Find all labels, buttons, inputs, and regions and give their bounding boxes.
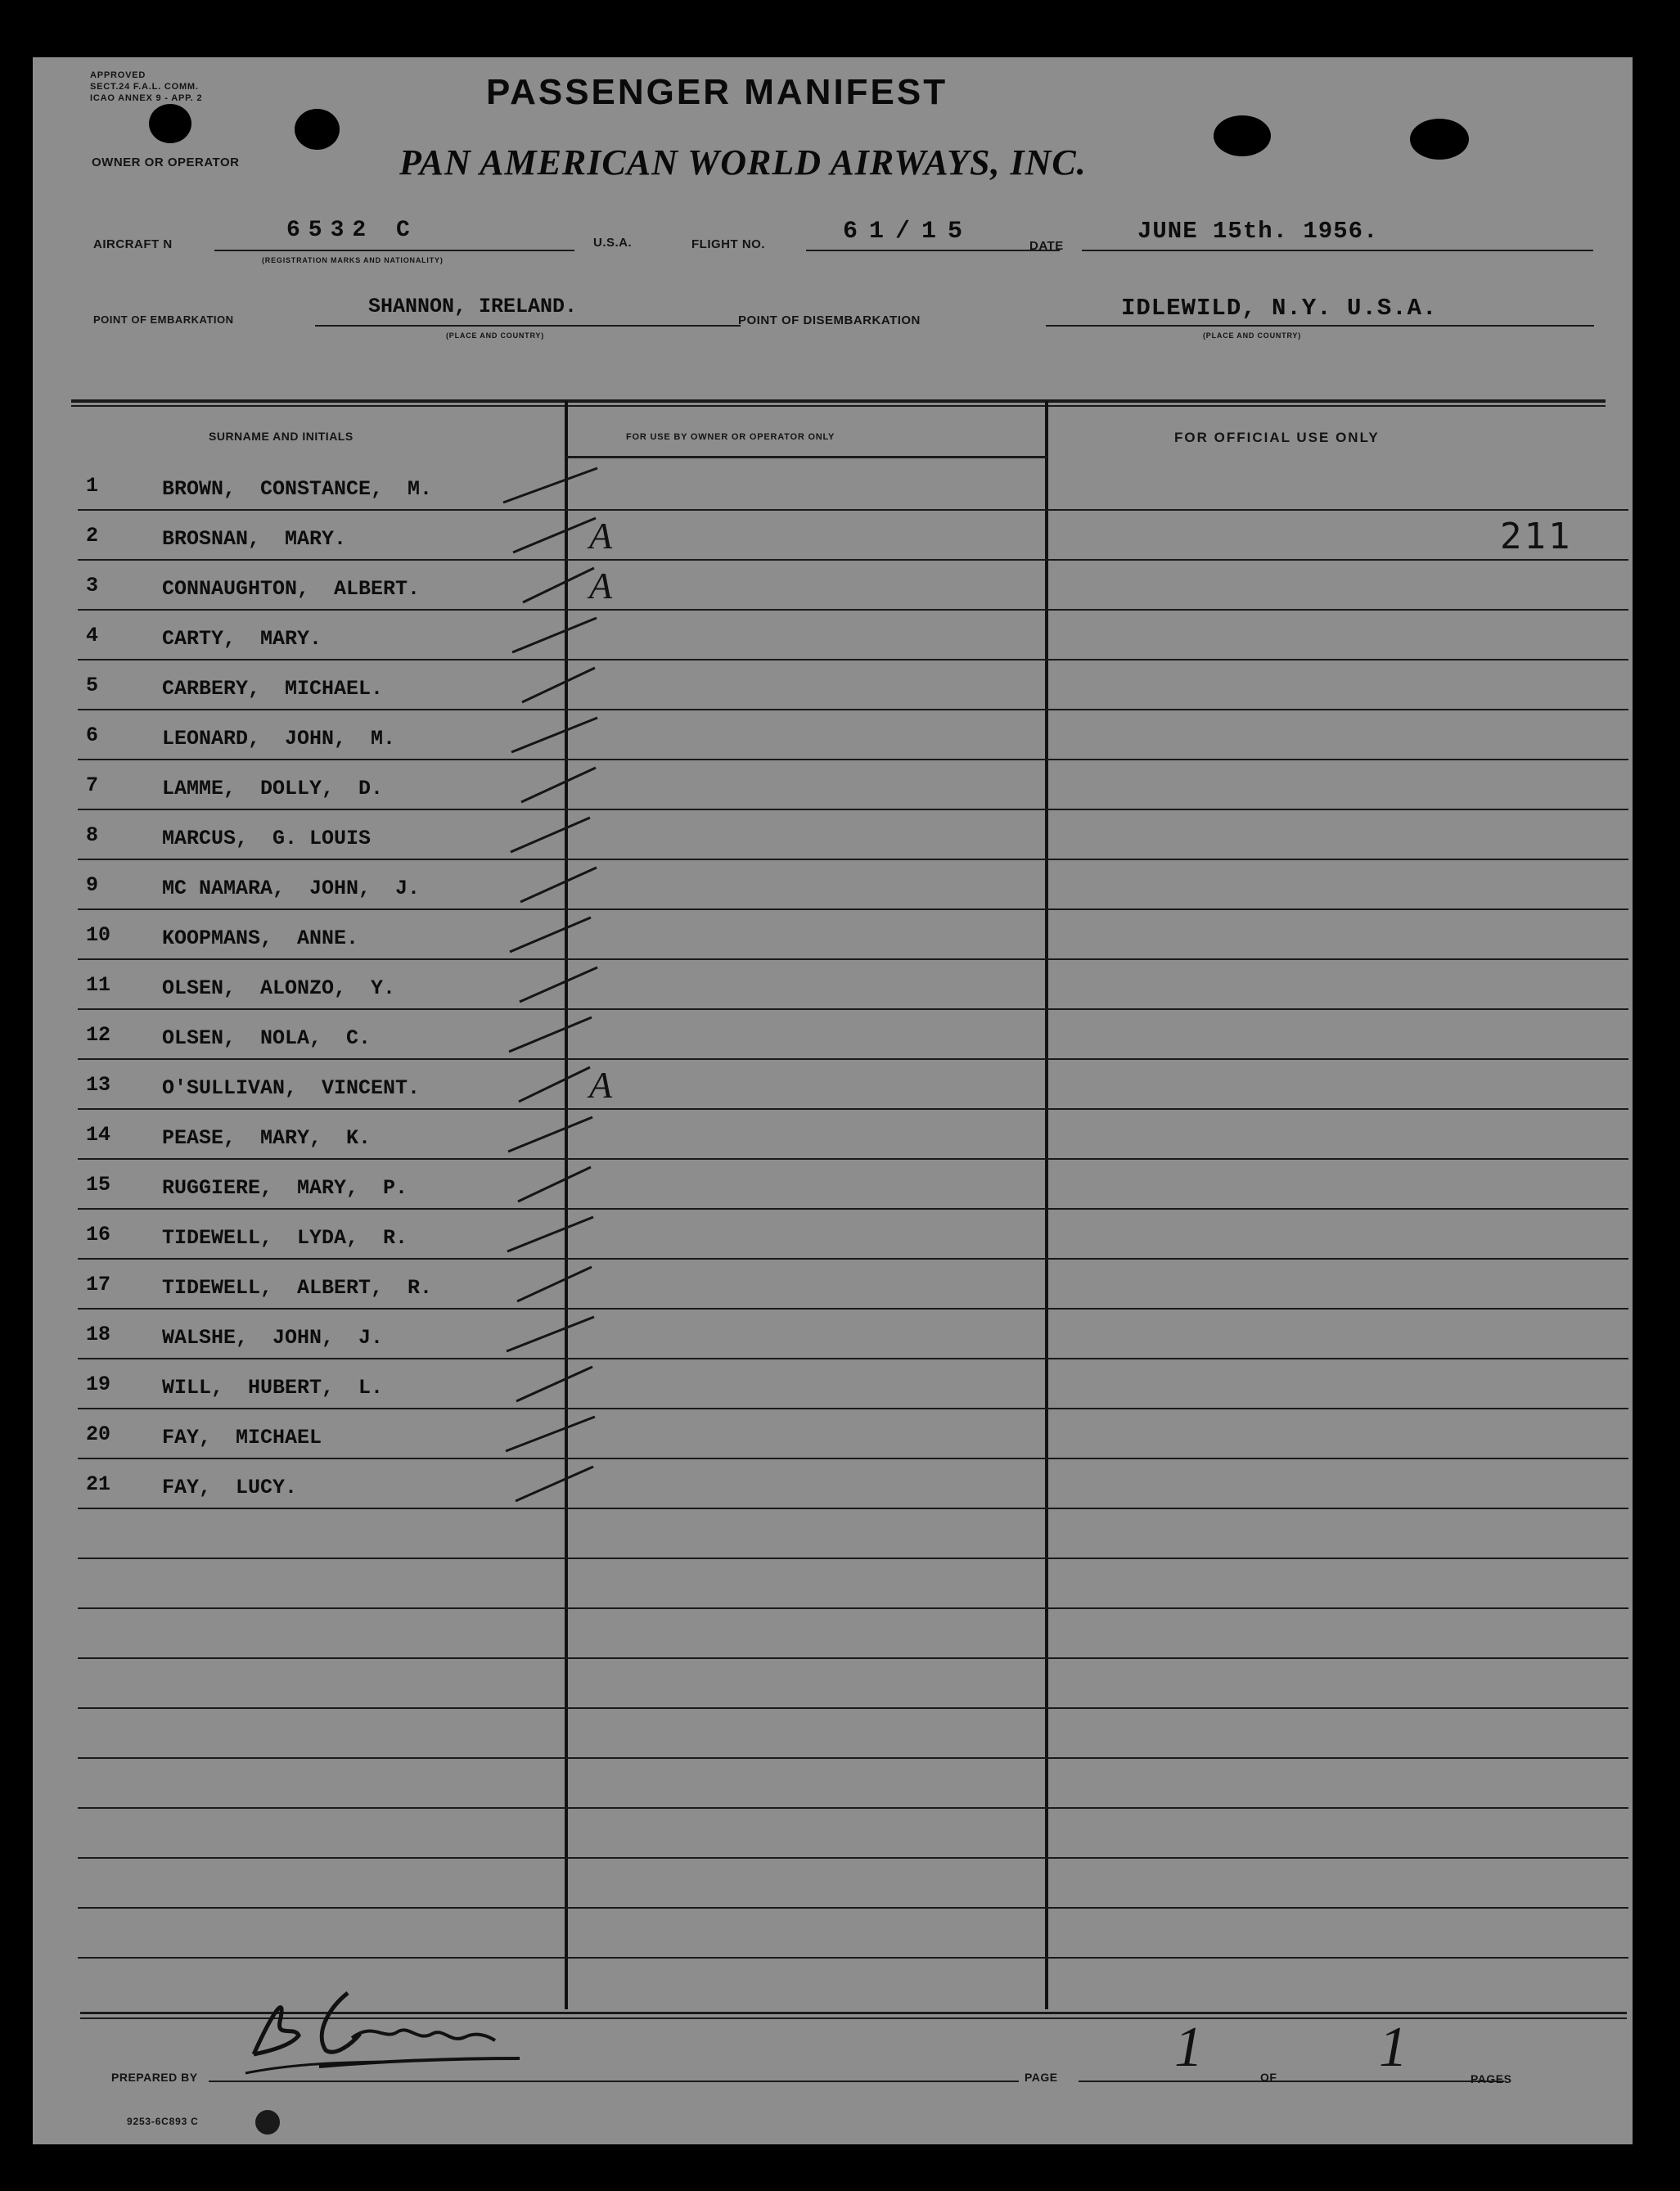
total-pages: 1 — [1379, 2016, 1408, 2079]
check-mark — [499, 452, 622, 509]
table-row — [33, 1363, 1588, 1412]
row-number: 1 — [86, 474, 99, 498]
table-row — [33, 814, 1588, 863]
row-number: 7 — [86, 773, 99, 797]
table-row — [33, 1313, 1588, 1362]
table-row — [33, 863, 1588, 913]
page-number: 1 — [1174, 2016, 1203, 2079]
disembarkation-label: POINT OF DISEMBARKATION — [738, 313, 921, 327]
disembarkation-caption: (PLACE AND COUNTRY) — [1203, 331, 1302, 340]
pages-label: PAGES — [1471, 2072, 1512, 2085]
page-title: PASSENGER MANIFEST — [486, 72, 948, 112]
row-number: 11 — [86, 973, 111, 997]
check-mark — [499, 951, 622, 1008]
flight-underline — [806, 250, 1060, 251]
table-top-rule — [71, 405, 1606, 407]
table-row — [33, 1113, 1588, 1162]
row-rule — [78, 1857, 1628, 1859]
approval-line: APPROVED — [90, 70, 146, 80]
row-number: 12 — [86, 1023, 111, 1047]
check-mark — [499, 1400, 622, 1458]
check-mark — [499, 851, 622, 908]
disembarkation-underline — [1046, 325, 1594, 327]
embarkation-caption: (PLACE AND COUNTRY) — [446, 331, 545, 340]
table-row — [33, 664, 1588, 713]
table-row — [33, 1213, 1588, 1262]
row-number: 20 — [86, 1422, 111, 1446]
passenger-name: WALSHE, JOHN, J. — [162, 1326, 384, 1350]
passenger-name: LAMME, DOLLY, D. — [162, 777, 384, 800]
row-number: 5 — [86, 674, 99, 697]
row-number: 14 — [86, 1123, 111, 1147]
row-number: 13 — [86, 1073, 111, 1097]
table-row — [33, 963, 1588, 1012]
manifest-page — [33, 57, 1633, 2144]
owner-label: OWNER OR OPERATOR — [92, 156, 240, 169]
operator-name: PAN AMERICAN WORLD AIRWAYS, INC. — [399, 142, 1087, 183]
row-mark: A — [589, 515, 613, 557]
row-number: 6 — [86, 724, 99, 747]
row-rule — [78, 1558, 1628, 1559]
passenger-name: WILL, HUBERT, L. — [162, 1376, 384, 1400]
table-row — [33, 913, 1588, 963]
disembarkation-value: IDLEWILD, N.Y. U.S.A. — [1121, 295, 1438, 322]
passenger-name: MC NAMARA, JOHN, J. — [162, 877, 421, 900]
row-number: 2 — [86, 524, 99, 548]
row-number: 17 — [86, 1273, 111, 1296]
row-rule — [78, 1907, 1628, 1909]
form-number: 9253-6C893 C — [127, 2116, 199, 2127]
check-mark — [499, 651, 622, 709]
check-mark — [499, 801, 622, 859]
form-approval-block — [90, 70, 202, 104]
check-mark — [499, 751, 622, 809]
table-row — [33, 764, 1588, 813]
row-number: 4 — [86, 624, 99, 647]
passenger-name: FAY, LUCY. — [162, 1476, 298, 1499]
punch-hole — [1410, 119, 1469, 160]
passenger-name: TIDEWELL, ALBERT, R. — [162, 1276, 433, 1300]
column-header-official-use: FOR OFFICIAL USE ONLY — [1174, 430, 1380, 445]
flight-label: FLIGHT NO. — [691, 237, 765, 251]
table-row — [33, 464, 1588, 513]
table-row — [33, 514, 1588, 563]
embarkation-underline — [315, 325, 741, 327]
row-number: 8 — [86, 823, 99, 847]
passenger-name: BROWN, CONSTANCE, M. — [162, 477, 433, 501]
column-header-owner-use: FOR USE BY OWNER OR OPERATOR ONLY — [626, 432, 835, 442]
of-label: OF — [1260, 2071, 1277, 2084]
row-number: 21 — [86, 1472, 111, 1496]
check-mark — [499, 901, 622, 958]
row-number: 15 — [86, 1173, 111, 1197]
check-mark — [499, 602, 622, 659]
date-value: JUNE 15th. 1956. — [1137, 218, 1379, 245]
check-mark — [499, 1001, 622, 1058]
registration-caption: (REGISTRATION MARKS AND NATIONALITY) — [262, 256, 444, 264]
passenger-name: LEONARD, JOHN, M. — [162, 727, 396, 751]
table-top-rule — [71, 399, 1606, 403]
usa-label: U.S.A. — [593, 236, 633, 250]
row-rule — [78, 1957, 1628, 1959]
official-note: 211 — [1500, 516, 1573, 557]
aircraft-value: 6532 C — [286, 218, 418, 243]
punch-hole — [1214, 115, 1271, 156]
table-row — [33, 614, 1588, 663]
header-rule — [566, 456, 1047, 458]
passenger-name: FAY, MICHAEL — [162, 1426, 322, 1449]
flight-number: 61/15 — [843, 218, 975, 246]
page-underline — [1079, 2081, 1291, 2082]
check-mark — [499, 1450, 622, 1508]
passenger-name: RUGGIERE, MARY, P. — [162, 1176, 408, 1200]
check-mark — [499, 1301, 622, 1358]
row-rule — [78, 1607, 1628, 1609]
passenger-name: BROSNAN, MARY. — [162, 527, 347, 551]
row-number: 9 — [86, 873, 99, 897]
date-label: DATE — [1029, 239, 1064, 253]
table-row — [33, 1463, 1588, 1512]
aircraft-label: AIRCRAFT N — [93, 237, 173, 251]
passenger-name: CONNAUGHTON, ALBERT. — [162, 577, 421, 601]
row-rule — [78, 1707, 1628, 1709]
passenger-name: PEASE, MARY, K. — [162, 1126, 372, 1150]
table-row — [33, 1163, 1588, 1212]
aircraft-underline — [214, 250, 574, 251]
row-number: 3 — [86, 574, 99, 597]
row-rule — [78, 1757, 1628, 1759]
passenger-name: CARBERY, MICHAEL. — [162, 677, 384, 701]
passenger-name: CARTY, MARY. — [162, 627, 322, 651]
punch-hole — [149, 104, 191, 143]
check-mark — [499, 1151, 622, 1208]
table-row — [33, 714, 1588, 763]
row-mark: A — [589, 1064, 613, 1106]
row-number: 16 — [86, 1223, 111, 1247]
union-label-icon — [255, 2110, 280, 2135]
column-header-surname: SURNAME AND INITIALS — [209, 430, 354, 443]
signature — [229, 1977, 614, 2083]
row-rule — [78, 1657, 1628, 1659]
table-row — [33, 1063, 1588, 1112]
prepared-label: PREPARED BY — [111, 2071, 198, 2084]
punch-hole — [295, 109, 340, 150]
check-mark — [499, 1251, 622, 1308]
table-row — [33, 1413, 1588, 1462]
row-number: 10 — [86, 923, 111, 947]
check-mark — [499, 1350, 622, 1408]
check-mark — [499, 701, 622, 759]
row-number: 18 — [86, 1323, 111, 1346]
date-underline — [1082, 250, 1593, 251]
table-row — [33, 1013, 1588, 1062]
passenger-name: OLSEN, NOLA, C. — [162, 1026, 372, 1050]
passenger-name: OLSEN, ALONZO, Y. — [162, 976, 396, 1000]
row-rule — [78, 1807, 1628, 1809]
passenger-name: TIDEWELL, LYDA, R. — [162, 1226, 408, 1250]
embarkation-label: POINT OF EMBARKATION — [93, 313, 234, 326]
check-mark — [499, 1101, 622, 1158]
check-mark — [499, 1201, 622, 1258]
passenger-name: O'SULLIVAN, VINCENT. — [162, 1076, 421, 1100]
passenger-name: KOOPMANS, ANNE. — [162, 926, 359, 950]
approval-line: SECT.24 F.A.L. COMM. — [90, 82, 199, 92]
table-row — [33, 564, 1588, 613]
page-label: PAGE — [1025, 2071, 1058, 2084]
passenger-name: MARCUS, G. LOUIS — [162, 827, 372, 850]
row-number: 19 — [86, 1373, 111, 1396]
row-mark: A — [589, 565, 613, 606]
table-row — [33, 1263, 1588, 1312]
embarkation-value: SHANNON, IRELAND. — [368, 295, 578, 318]
approval-line: ICAO ANNEX 9 - APP. 2 — [90, 93, 203, 103]
